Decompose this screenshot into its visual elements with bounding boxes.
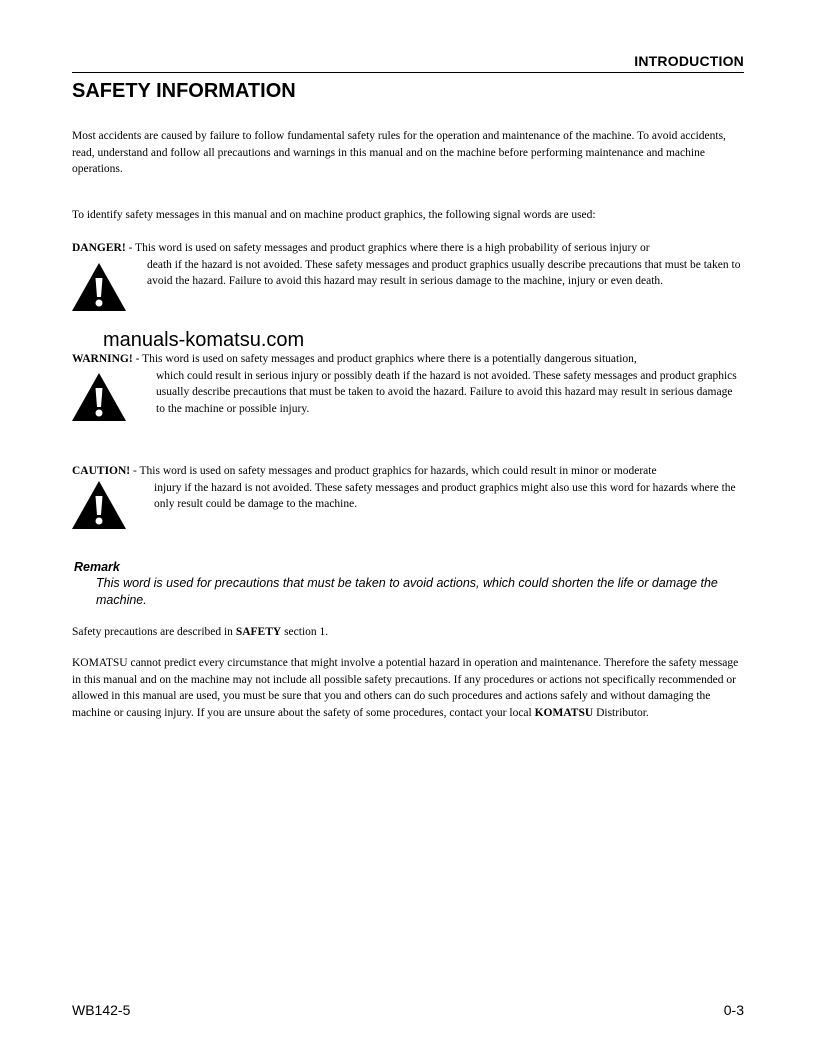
- danger-signal-word: DANGER!: [72, 242, 126, 254]
- precautions-post-text: section 1.: [281, 626, 329, 638]
- komatsu-paragraph-end: Distributor.: [593, 706, 649, 719]
- footer-page-number: 0-3: [723, 1002, 744, 1018]
- section-header: INTRODUCTION: [634, 53, 744, 69]
- watermark-text: manuals-komatsu.com: [103, 329, 305, 351]
- danger-warning-triangle-icon: [71, 262, 127, 312]
- page-title: SAFETY INFORMATION: [72, 80, 296, 102]
- caution-warning-triangle-icon: [71, 480, 127, 530]
- warning-triangle-icon: [71, 372, 127, 422]
- precautions-pre-text: Safety precautions are described in: [72, 626, 236, 638]
- caution-signal-word: CAUTION!: [72, 465, 131, 477]
- caution-lead-text: - This word is used on safety messages and product graphics for hazards, which could result in minor or moderate: [130, 465, 657, 477]
- warning-lead-text: - This word is used on safety messages and product graphics where there is a potentially dangerous situation,: [132, 353, 637, 365]
- komatsu-paragraph: [72, 655, 744, 721]
- intro-paragraph: Most accidents are caused by failure to follow fundamental safety rules for the operation and maintenance of the machine. To avoid accidents, read, understand and follow all precautions and warnings in this manual and on the machine before performing maintenance and machine operations.: [72, 130, 726, 175]
- danger-body-text: death if the hazard is not avoided. These safety messages and product graphics usually describe precautions that must be taken to avoid the hazard. Failure to avoid this hazard may result in serious damage to the machine, injury or even death.: [147, 258, 741, 287]
- caution-body-text: injury if the hazard is not avoided. These safety messages and product graphics might also use this word for hazards where the only result could be damage to the machine.: [154, 481, 736, 510]
- danger-lead-text: - This word is used on safety messages and product graphics where there is a high probability of serious injury or: [125, 242, 650, 254]
- remark-label: Remark: [74, 560, 120, 574]
- remark-text: This word is used for precautions that must be taken to avoid actions, which could shorten the life or damage the machine.: [96, 576, 718, 607]
- header-rule: [72, 72, 744, 73]
- safety-precautions-line: [72, 624, 744, 641]
- warning-signal-word: WARNING!: [72, 353, 133, 365]
- komatsu-brand-word: KOMATSU: [534, 706, 594, 719]
- signal-words-intro: To identify safety messages in this manual and on machine product graphics, the following signal words are used:: [72, 209, 596, 221]
- precautions-safety-word: SAFETY: [235, 626, 282, 638]
- footer-model-number: WB142-5: [72, 1002, 131, 1018]
- komatsu-paragraph-text: KOMATSU cannot predict every circumstance that might involve a potential hazard in operation and maintenance. Therefore the safety message in this manual and on the machine may not include all possible safety precautions. If any procedures or actions not specifically recommended or allowed in this manual are used, you must be sure that you and others can do such procedures and actions safely and without damaging the machine or causing injury. If you are unsure about the safety of some procedures, contact your local: [72, 657, 739, 719]
- warning-message: [72, 351, 744, 417]
- danger-message: [72, 240, 744, 290]
- caution-message: [72, 463, 744, 513]
- warning-body-text: which could result in serious injury or possibly death if the hazard is not avoided. These safety messages and product graphics usually describe precautions that must be taken to avoid the hazard. Failure to avoid this hazard may result in serious damage to the machine or possible injury.: [156, 369, 737, 415]
